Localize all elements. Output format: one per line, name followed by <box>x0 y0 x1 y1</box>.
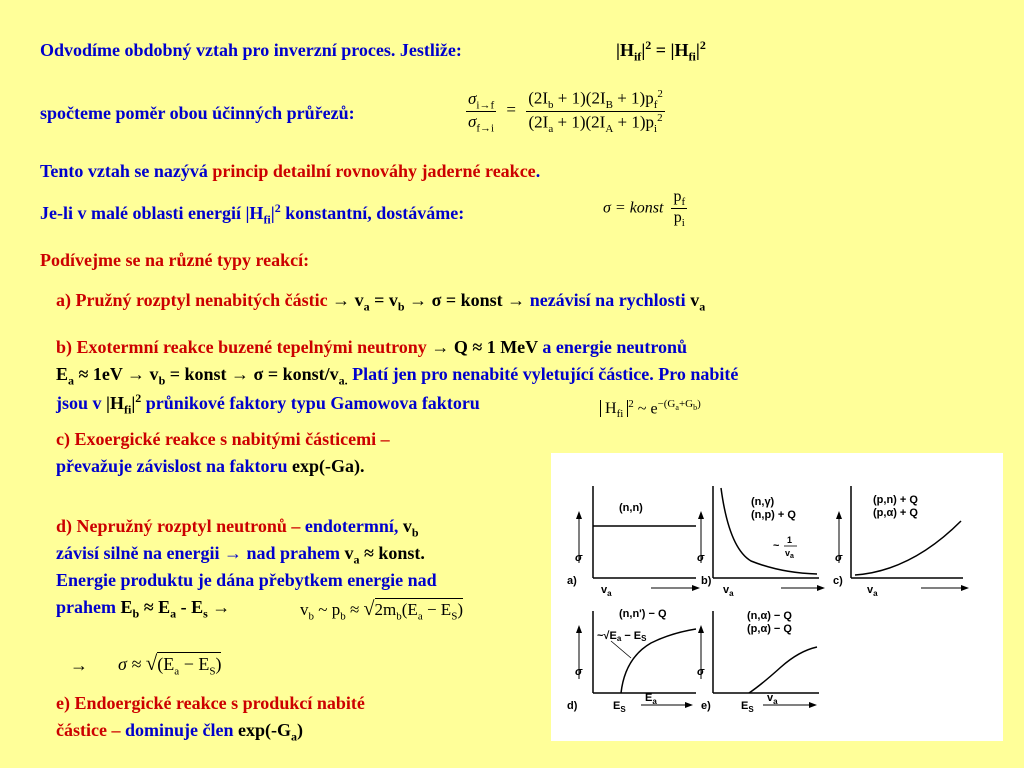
item-d-line2: závisí silně na energii → nad prahem $v_a$ ≈ konst. <box>56 543 425 567</box>
panel-b-ann-den: $v_a$ <box>785 548 794 560</box>
panel-b-ylabel: σ <box>697 552 705 564</box>
cross-section-figure <box>551 453 1003 741</box>
panel-d-ylabel: σ <box>575 666 583 678</box>
panel-b-label: b) <box>701 575 712 587</box>
panel-d-threshold: $E_S$ <box>613 700 626 714</box>
panel-e <box>697 610 819 714</box>
panel-a-xlabel: $v_a$ <box>601 584 612 598</box>
panel-e-reaction1: (n,α) − Q <box>747 610 792 622</box>
panel-a-ylabel: σ <box>575 552 583 564</box>
panel-d-reaction: (n,n') − Q <box>619 608 667 620</box>
item-b-line3: jsou v $|H_{fi}|^2$ průnikové faktory typu Gamowova faktoru <box>56 391 480 417</box>
item-d-line1: d) Nepružný rozptyl neutronů – endotermní, $v_b$ <box>56 516 419 540</box>
panel-c-label: c) <box>833 575 843 587</box>
item-c-line1: c) Exoergické reakce s nabitými částicemi – <box>56 429 390 449</box>
item-e-line2: částice – dominuje člen $\exp(-G_a)$ <box>56 720 303 744</box>
panel-d-xlabel: $E_a$ <box>645 692 657 706</box>
konst-formula: σ = konst $\frac{p_f}{p_i}$ <box>603 188 686 230</box>
detailed-balance-line: Tento vztah se nazývá princip detailní rovnováhy jaderné reakce. <box>40 161 541 181</box>
panel-c <box>833 486 969 598</box>
curve-c <box>855 521 961 575</box>
matrix-element-equality: $|H_{if}|^2 = |H_{fi}|^2$ <box>616 38 706 64</box>
panel-a <box>567 486 700 598</box>
panel-e-ylabel: σ <box>697 666 705 678</box>
item-c-line2: převažuje závislost na faktoru exp(-Ga). <box>56 456 365 476</box>
item-d-line4: prahem $E_b \approx E_a - E_s$ → <box>56 597 231 621</box>
panel-b-reaction2: (n,p) + Q <box>751 509 796 521</box>
panel-e-xlabel: $v_a$ <box>767 692 778 706</box>
panel-d-annotation: ~√Ea − ES <box>597 630 647 643</box>
reaction-types-heading: Podívejme se na různé typy reakcí: <box>40 250 310 270</box>
panel-c-ylabel: σ <box>835 552 843 564</box>
panel-c-reaction1: (p,n) + Q <box>873 494 918 506</box>
panel-b-reaction1: (n,γ) <box>751 496 775 508</box>
gamow-formula: $H_{fi}^2$ ~ $e^{-(G_a+G_b)}$ <box>600 398 701 421</box>
intro-line: Odvodíme obdobný vztah pro inverzní proces. Jestliže: <box>40 40 462 60</box>
panel-b-xlabel: $v_a$ <box>723 584 734 598</box>
panel-a-label: a) <box>567 575 577 587</box>
arrow: → <box>70 655 88 675</box>
panel-c-reaction2: (p,α) + Q <box>873 507 918 519</box>
panel-d-label: d) <box>567 700 578 712</box>
cross-section-ratio-formula: $\frac{\sigma_{i\to f}}{\sigma_{f\to i}}$ = $\frac{(2I_b + 1)(2I_B + 1)p_f^2}{(2I_a + 1)(2I_A + 1)p_i^2}$ <box>468 88 663 136</box>
item-e-line1: e) Endoergické reakce s produkcí nabité <box>56 693 365 713</box>
curve-e <box>749 647 817 693</box>
item-a: a) Pružný rozptyl nenabitých částic → $v_a = v_b \to \sigma$ = konst → nezávisí na rychlosti $v_a$ <box>56 290 706 314</box>
sigma-formula: $\sigma \approx √(E_a - E_S)$ <box>118 651 222 678</box>
item-b-line2: $E_a \approx 1eV \to v_b$ = konst → σ = konst/$v_{a.}$ Platí jen pro nenabité vyletující částice. Pro nabité <box>56 364 739 388</box>
panel-c-xlabel: $v_a$ <box>867 584 878 598</box>
vb-formula: $v_b$ ~ $p_b \approx √2m_b(E_a - E_S)$ <box>300 598 463 623</box>
panel-e-threshold: $E_S$ <box>741 700 754 714</box>
panel-e-label: e) <box>701 700 711 712</box>
cross-section-ratio-intro: spočteme poměr obou účinných průřezů: <box>40 103 355 123</box>
panel-a-reaction: (n,n) <box>619 502 643 514</box>
item-b-line1: b) Exotermní reakce buzené tepelnými neutrony → Q ≈ 1 MeV a energie neutronů <box>56 337 688 357</box>
panel-b <box>697 486 825 598</box>
constant-matrix-line: Je-li v malé oblasti energií $|H_{fi}|^2$ konstantní, dostáváme: <box>40 201 465 227</box>
panel-b-annotation: ~ <box>773 540 780 552</box>
panel-b-ann-num: 1 <box>787 535 793 545</box>
item-d-line3: Energie produktu je dána přebytkem energie nad <box>56 570 437 590</box>
panel-d <box>567 608 696 714</box>
panel-e-reaction2: (p,α) − Q <box>747 623 792 635</box>
